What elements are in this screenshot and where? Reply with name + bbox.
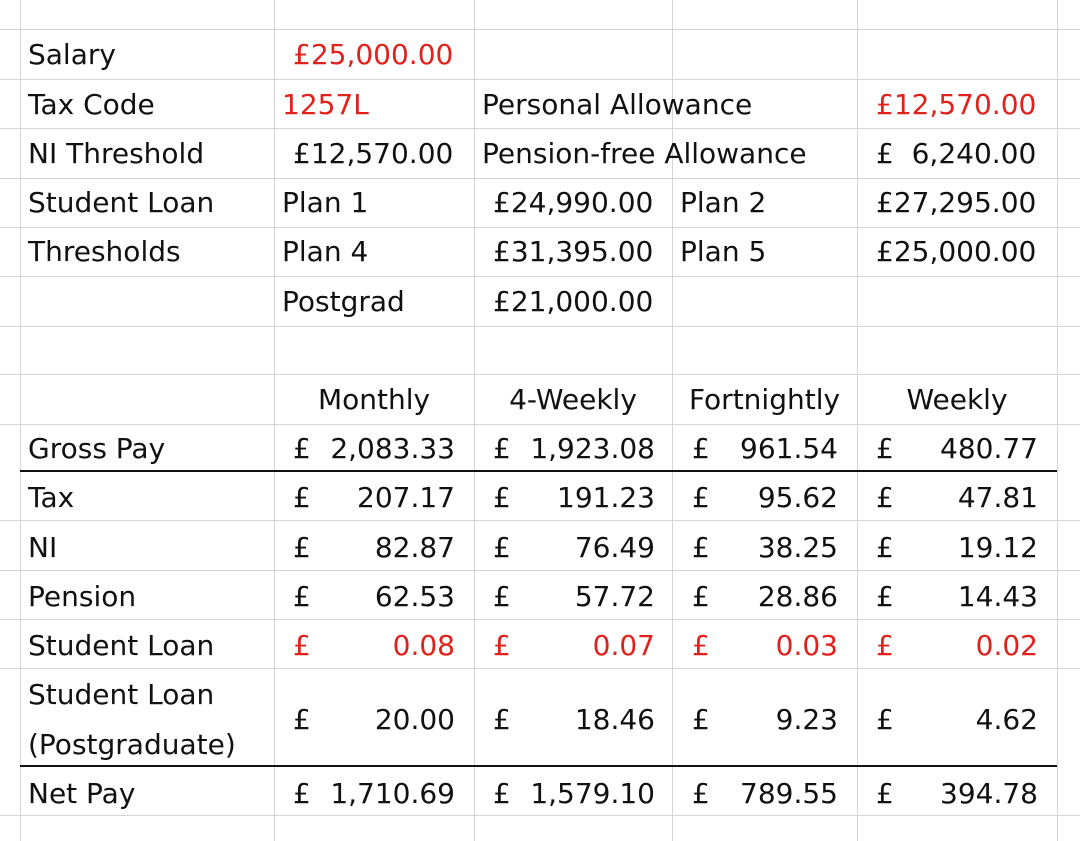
plan2-value[interactable]: £27,295.00: [876, 186, 1037, 219]
gridline: [0, 276, 1080, 277]
currency-symbol: £: [293, 580, 311, 613]
currency-symbol: £: [692, 703, 710, 736]
plan4-label: Plan 4: [282, 235, 369, 268]
currency-symbol: £: [493, 432, 511, 465]
currency-symbol: £: [876, 481, 894, 514]
currency-symbol: £: [876, 777, 894, 810]
gridline: [0, 326, 1080, 327]
currency-symbol: £: [692, 481, 710, 514]
amount-cell[interactable]: 0.07: [592, 629, 655, 662]
row-label: Net Pay: [28, 777, 136, 810]
row-label: Student Loan: [28, 629, 215, 662]
currency-symbol: £: [493, 580, 511, 613]
amount-cell[interactable]: 394.78: [940, 777, 1038, 810]
thresholds-label: Thresholds: [28, 235, 181, 268]
gridline: [0, 570, 1080, 571]
header-fortnightly: Fortnightly: [688, 383, 841, 416]
gridline: [1057, 0, 1058, 841]
currency-symbol: £: [293, 777, 311, 810]
gridline: [0, 815, 1080, 816]
plan1-value[interactable]: £24,990.00: [493, 186, 654, 219]
amount-cell[interactable]: 2,083.33: [330, 432, 455, 465]
gridline: [0, 227, 1080, 228]
amount-cell[interactable]: 18.46: [574, 703, 655, 736]
currency-symbol: £: [293, 703, 311, 736]
currency-symbol: £: [876, 703, 894, 736]
gridline: [0, 374, 1080, 375]
personal-allowance-label: Personal Allowance: [482, 88, 753, 121]
amount-cell[interactable]: 0.08: [392, 629, 455, 662]
header-monthly: Monthly: [317, 383, 431, 416]
row-label-line2: (Postgraduate): [28, 728, 236, 761]
border-rule: [20, 765, 1057, 767]
amount-cell[interactable]: 19.12: [957, 531, 1038, 564]
taxcode-value[interactable]: 1257L: [282, 88, 369, 121]
amount-cell[interactable]: 789.55: [740, 777, 838, 810]
currency-symbol: £: [876, 432, 894, 465]
row-label: NI: [28, 531, 58, 564]
currency-symbol: £: [293, 531, 311, 564]
amount-cell[interactable]: 1,923.08: [530, 432, 655, 465]
amount-cell[interactable]: 1,710.69: [330, 777, 455, 810]
postgrad-label: Postgrad: [282, 285, 405, 318]
amount-cell[interactable]: 207.17: [357, 481, 455, 514]
salary-label: Salary: [28, 38, 116, 71]
amount-cell[interactable]: 47.81: [957, 481, 1038, 514]
amount-cell[interactable]: 0.03: [775, 629, 838, 662]
currency-symbol: £: [493, 531, 511, 564]
amount-cell[interactable]: 20.00: [374, 703, 455, 736]
amount-cell[interactable]: 961.54: [740, 432, 838, 465]
row-label: Pension: [28, 580, 137, 613]
gridline: [20, 0, 21, 841]
amount-cell[interactable]: 1,579.10: [530, 777, 655, 810]
taxcode-label: Tax Code: [28, 88, 155, 121]
pension-free-value[interactable]: £ 6,240.00: [876, 137, 1037, 170]
gridline: [0, 29, 1080, 30]
ni-threshold-value[interactable]: £12,570.00: [293, 137, 454, 170]
currency-symbol: £: [692, 777, 710, 810]
amount-cell[interactable]: 4.62: [975, 703, 1038, 736]
amount-cell[interactable]: 76.49: [574, 531, 655, 564]
currency-symbol: £: [692, 432, 710, 465]
gridline: [0, 79, 1080, 80]
amount-cell[interactable]: 480.77: [940, 432, 1038, 465]
amount-cell[interactable]: 38.25: [757, 531, 838, 564]
plan1-label: Plan 1: [282, 186, 369, 219]
gridline: [857, 0, 858, 841]
amount-cell[interactable]: 57.72: [574, 580, 655, 613]
plan2-label: Plan 2: [680, 186, 767, 219]
personal-allowance-value[interactable]: £12,570.00: [876, 88, 1037, 121]
gridline: [0, 668, 1080, 669]
ni-threshold-label: NI Threshold: [28, 137, 205, 170]
currency-symbol: £: [692, 580, 710, 613]
plan5-label: Plan 5: [680, 235, 767, 268]
currency-symbol: £: [493, 629, 511, 662]
currency-symbol: £: [692, 629, 710, 662]
gridline: [0, 520, 1080, 521]
row-label: Student Loan: [28, 678, 215, 711]
salary-value[interactable]: £25,000.00: [293, 38, 454, 71]
currency-symbol: £: [493, 703, 511, 736]
amount-cell[interactable]: 191.23: [557, 481, 655, 514]
amount-cell[interactable]: 62.53: [374, 580, 455, 613]
amount-cell[interactable]: 82.87: [374, 531, 455, 564]
pension-free-label: Pension-free Allowance: [482, 137, 807, 170]
gridline: [0, 128, 1080, 129]
row-label: Tax: [28, 481, 75, 514]
row-label: Gross Pay: [28, 432, 166, 465]
plan4-value[interactable]: £31,395.00: [493, 235, 654, 268]
header-4-weekly: 4-Weekly: [509, 383, 637, 416]
currency-symbol: £: [493, 777, 511, 810]
amount-cell[interactable]: 0.02: [975, 629, 1038, 662]
student-loan-label: Student Loan: [28, 186, 215, 219]
currency-symbol: £: [293, 432, 311, 465]
currency-symbol: £: [293, 629, 311, 662]
amount-cell[interactable]: 14.43: [957, 580, 1038, 613]
currency-symbol: £: [293, 481, 311, 514]
gridline: [672, 0, 673, 841]
postgrad-value[interactable]: £21,000.00: [493, 285, 654, 318]
currency-symbol: £: [493, 481, 511, 514]
amount-cell[interactable]: 28.86: [757, 580, 838, 613]
currency-symbol: £: [692, 531, 710, 564]
header-weekly: Weekly: [906, 383, 1008, 416]
gridline: [274, 0, 275, 841]
currency-symbol: £: [876, 531, 894, 564]
currency-symbol: £: [876, 580, 894, 613]
amount-cell[interactable]: 9.23: [775, 703, 838, 736]
gridline: [474, 0, 475, 841]
currency-symbol: £: [876, 629, 894, 662]
amount-cell[interactable]: 95.62: [757, 481, 838, 514]
border-rule: [20, 470, 1057, 472]
gridline: [0, 424, 1080, 425]
gridline: [0, 178, 1080, 179]
gridline: [0, 619, 1080, 620]
plan5-value[interactable]: £25,000.00: [876, 235, 1037, 268]
